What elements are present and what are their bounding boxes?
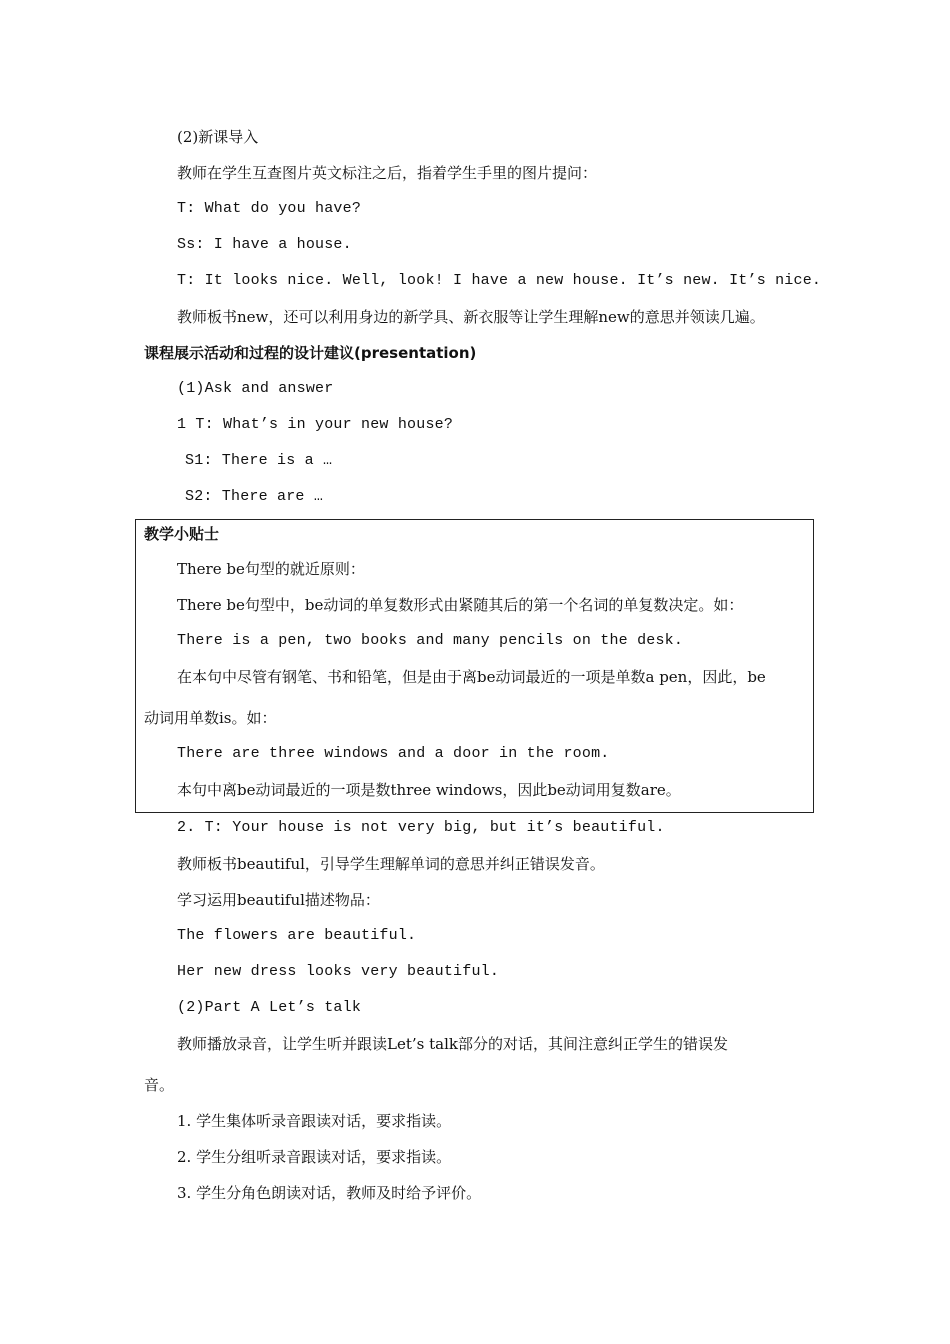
tips-example-2: There are three windows and a door in the room. <box>177 745 610 762</box>
tips-rule: There be句型的就近原则： <box>177 560 365 578</box>
step-1: 1. 学生集体听录音跟读对话，要求指读。 <box>177 1112 452 1130</box>
tips-explain: There be句型中，be动词的单复数形式由紧随其后的第一个名词的单复数决定。如： <box>177 596 744 614</box>
tips-example-1: There is a pen, two books and many pencils on the desk. <box>177 632 684 649</box>
step-3: 3. 学生分角色朗读对话，教师及时给予评价。 <box>177 1184 482 1202</box>
student-answer-2: S2: There are … <box>185 488 324 505</box>
part2-paragraph-line-2: 音。 <box>144 1076 175 1094</box>
tips-analysis-1-line-2: 动词用单数is。如： <box>144 709 277 727</box>
dialogue-line-3: T: It looks nice. Well, look! I have a new house. It’s new. It’s nice. <box>177 272 822 289</box>
question-1: 1 T: What’s in your new house? <box>177 416 454 433</box>
presentation-title: 课程展示活动和过程的设计建议(presentation) <box>144 344 477 362</box>
tips-analysis-2: 本句中离be动词最近的一项是数three windows，因此be动词用复数are。 <box>177 781 681 799</box>
example-sentence-2: Her new dress looks very beautiful. <box>177 963 500 980</box>
part2-paragraph-line-1: 教师播放录音，让学生听并跟读Let’s talk部分的对话，其间注意纠正学生的错误发 <box>177 1035 728 1053</box>
board-note: 教师板书beautiful，引导学生理解单词的意思并纠正错误发音。 <box>177 855 605 873</box>
intro-paragraph: 教师在学生互查图片英文标注之后，指着学生手里的图片提问： <box>177 164 598 182</box>
intro-heading: (2)新课导入 <box>177 128 259 146</box>
example-sentence-1: The flowers are beautiful. <box>177 927 417 944</box>
tips-analysis-1-line-1: 在本句中尽管有钢笔、书和铅笔，但是由于离be动词最近的一项是单数a pen，因此，be <box>177 668 766 686</box>
part2-heading: (2)Part A Let’s talk <box>177 999 362 1016</box>
usage-note: 学习运用beautiful描述物品： <box>177 891 380 909</box>
dialogue-line-1: T: What do you have? <box>177 200 362 217</box>
part1-heading: (1)Ask and answer <box>177 380 334 397</box>
dialogue-line-2: Ss: I have a house. <box>177 236 352 253</box>
tips-title: 教学小贴士 <box>144 525 220 543</box>
intro-note: 教师板书new，还可以利用身边的新学具、新衣服等让学生理解new的意思并领读几遍。 <box>177 308 765 326</box>
question-2: 2. T: Your house is not very big, but it’s beautiful. <box>177 819 665 836</box>
step-2: 2. 学生分组听录音跟读对话，要求指读。 <box>177 1148 452 1166</box>
student-answer-1: S1: There is a … <box>185 452 333 469</box>
